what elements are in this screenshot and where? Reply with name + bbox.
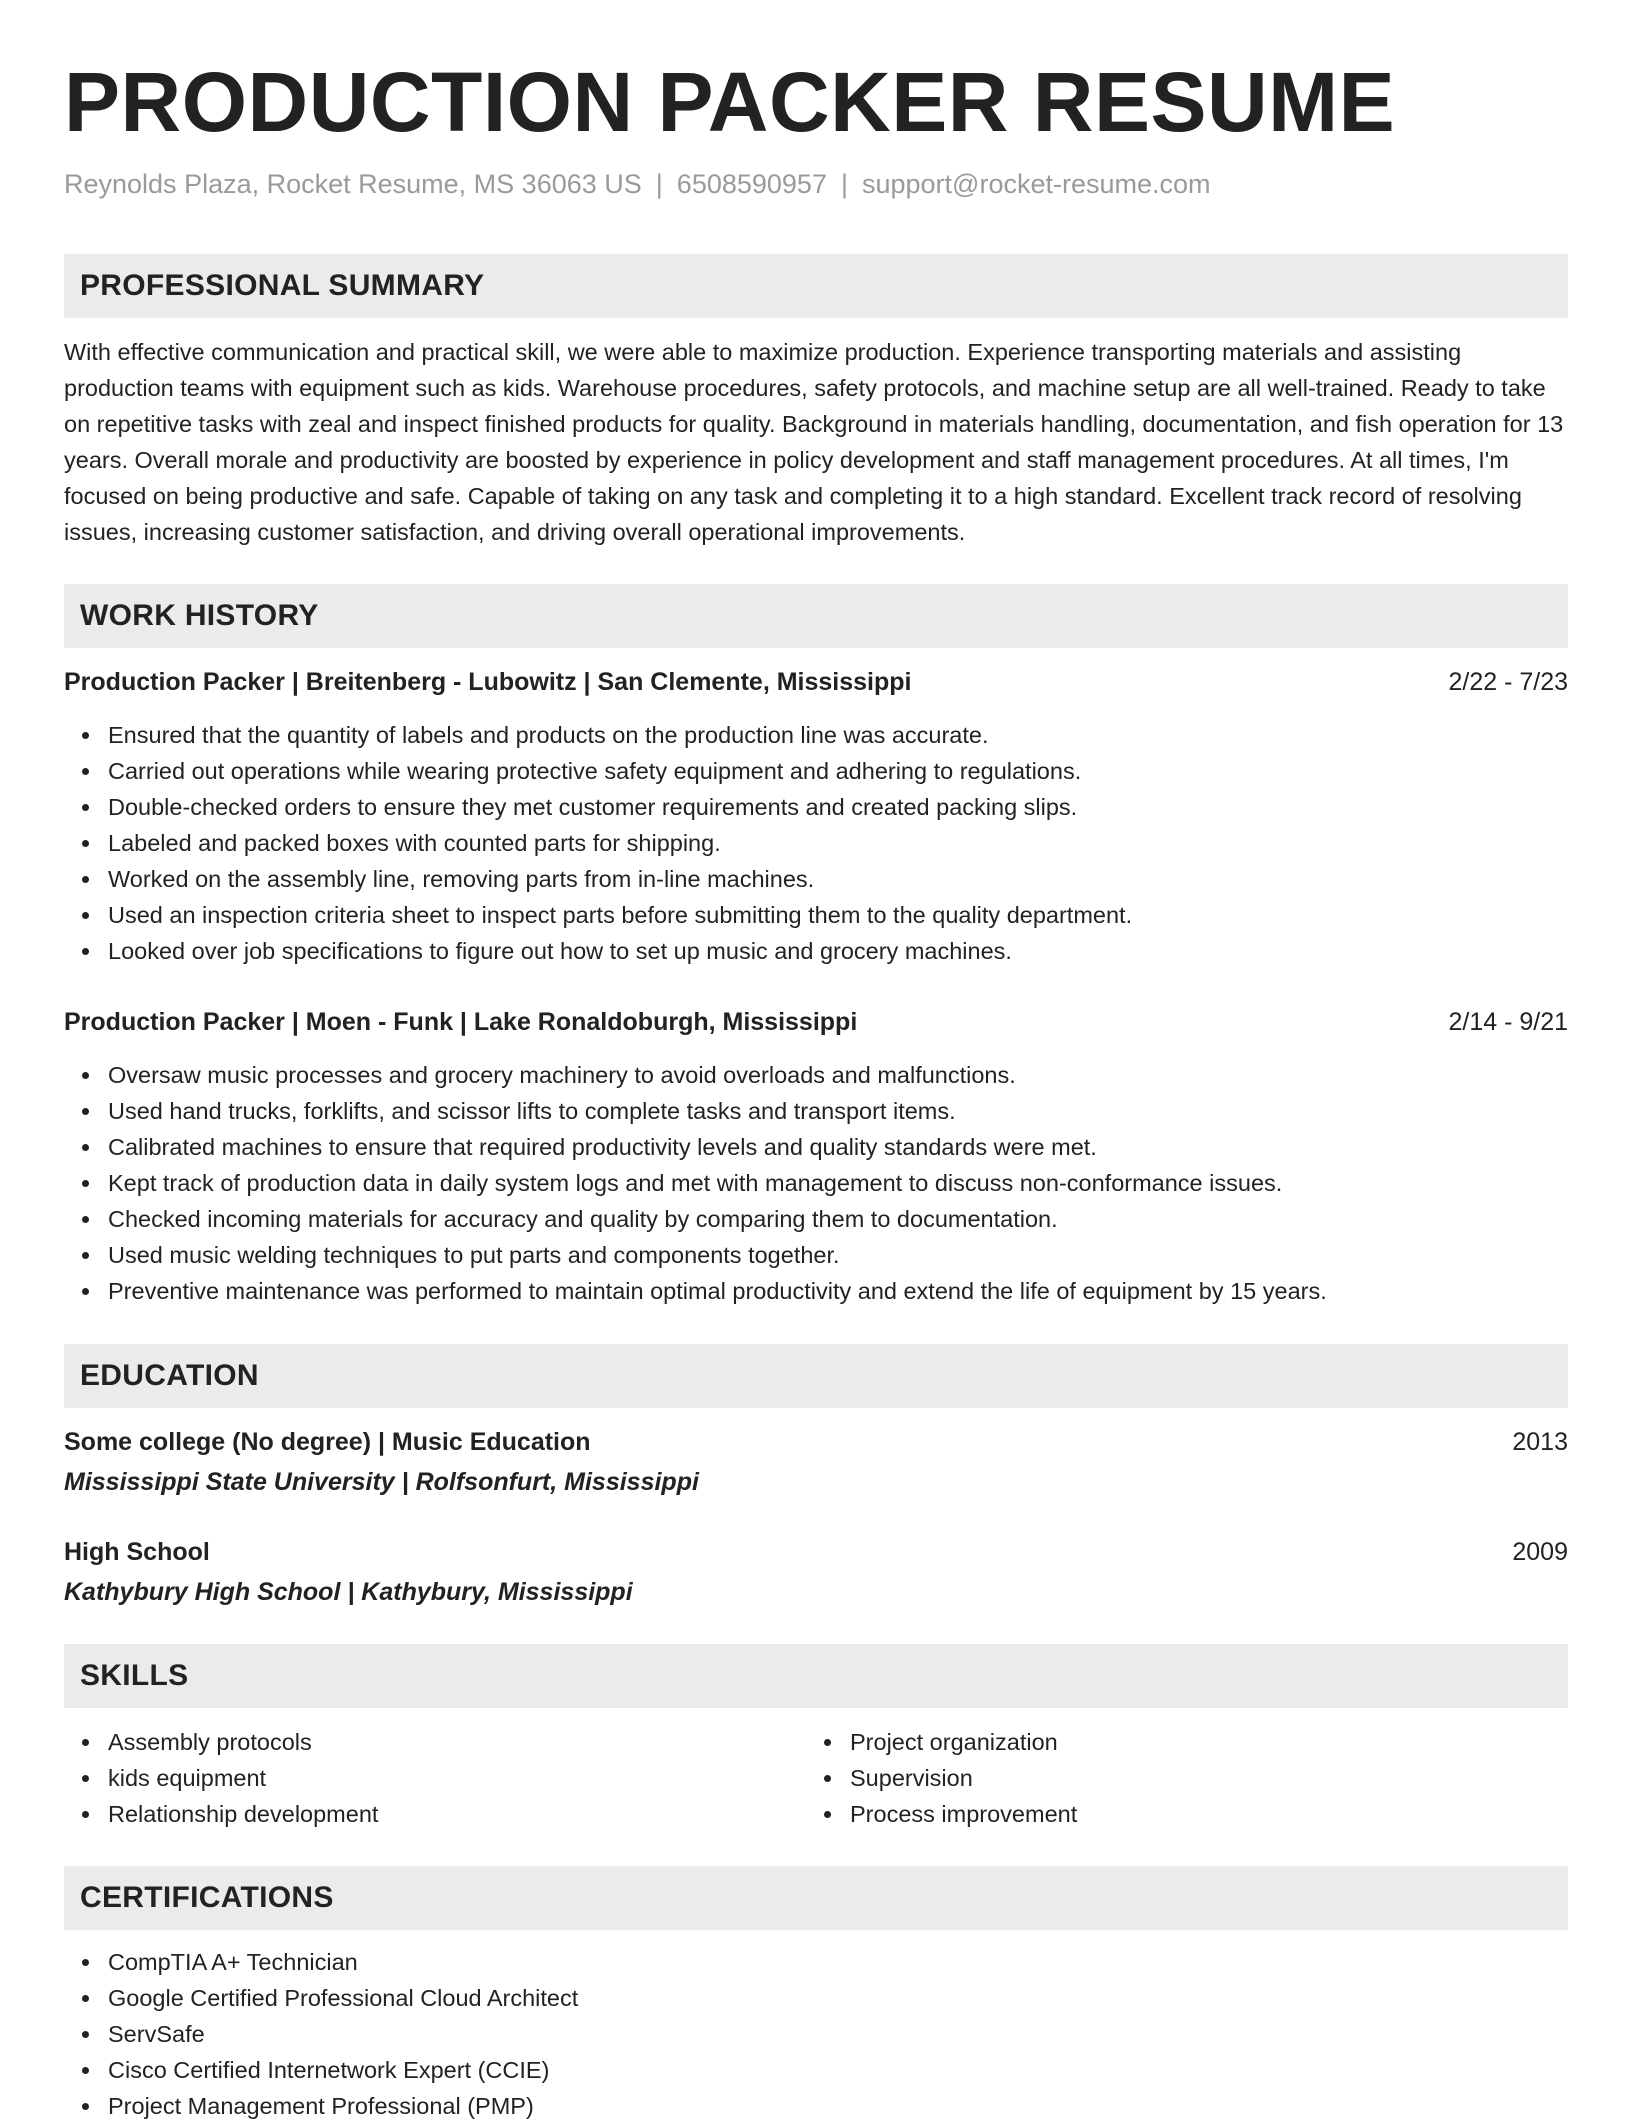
list-item: Assembly protocols — [108, 1724, 378, 1760]
education-year: 2009 — [1512, 1538, 1568, 1566]
list-item: kids equipment — [108, 1760, 378, 1796]
list-item: ServSafe — [108, 2016, 578, 2052]
education-school: Kathybury High School | Kathybury, Mississippi — [64, 1578, 633, 1606]
list-item: Ensured that the quantity of labels and products on the production line was accurate. — [108, 717, 1132, 753]
section-header-certifications: CERTIFICATIONS — [64, 1866, 1568, 1930]
education-heading-row — [64, 1534, 1568, 1570]
list-item: Cisco Certified Internetwork Expert (CCIE) — [108, 2052, 578, 2088]
resume-title: PRODUCTION PACKER RESUME — [64, 55, 1396, 149]
list-item: Labeled and packed boxes with counted parts for shipping. — [108, 825, 1132, 861]
list-item: Relationship development — [108, 1796, 378, 1832]
contact-phone: 6508590957 — [676, 169, 827, 199]
section-header-education: EDUCATION — [64, 1344, 1568, 1408]
list-item: Checked incoming materials for accuracy and quality by comparing them to documentation. — [108, 1201, 1327, 1237]
contact-address: Reynolds Plaza, Rocket Resume, MS 36063 US — [64, 169, 642, 199]
job-title: Production Packer | Breitenberg - Lubowitz | San Clemente, Mississippi — [64, 668, 912, 696]
list-item: Double-checked orders to ensure they met customer requirements and created packing slips. — [108, 789, 1132, 825]
skills-list-right — [806, 1724, 1077, 1832]
job-title: Production Packer | Moen - Funk | Lake Ronaldoburgh, Mississippi — [64, 1008, 858, 1036]
education-heading-row — [64, 1424, 1568, 1460]
list-item: CompTIA A+ Technician — [108, 1944, 578, 1980]
education-degree: High School — [64, 1538, 210, 1566]
list-item: Process improvement — [850, 1796, 1077, 1832]
skills-list-left — [64, 1724, 378, 1832]
contact-separator: | — [655, 169, 663, 199]
job-heading-row — [64, 664, 1568, 700]
section-header-work-history: WORK HISTORY — [64, 584, 1568, 648]
list-item: Used hand trucks, forklifts, and scissor lifts to complete tasks and transport items. — [108, 1093, 1327, 1129]
section-header-skills: SKILLS — [64, 1644, 1568, 1708]
list-item: Oversaw music processes and grocery machinery to avoid overloads and malfunctions. — [108, 1057, 1327, 1093]
job-heading-row — [64, 1004, 1568, 1040]
list-item: Supervision — [850, 1760, 1077, 1796]
job-dates: 2/14 - 9/21 — [1448, 1008, 1568, 1036]
job-dates: 2/22 - 7/23 — [1448, 668, 1568, 696]
contact-line — [64, 166, 1211, 202]
list-item: Google Certified Professional Cloud Architect — [108, 1980, 578, 2016]
list-item: Used music welding techniques to put parts and components together. — [108, 1237, 1327, 1273]
list-item: Project Management Professional (PMP) — [108, 2088, 578, 2124]
list-item: Used an inspection criteria sheet to inspect parts before submitting them to the quality department. — [108, 897, 1132, 933]
contact-separator: | — [840, 169, 848, 199]
list-item: Looked over job specifications to figure out how to set up music and grocery machines. — [108, 933, 1132, 969]
list-item: Calibrated machines to ensure that required productivity levels and quality standards were met. — [108, 1129, 1327, 1165]
education-year: 2013 — [1512, 1428, 1568, 1456]
certifications-list — [64, 1944, 578, 2124]
contact-email: support@rocket-resume.com — [861, 169, 1211, 199]
list-item: Project organization — [850, 1724, 1077, 1760]
education-school: Mississippi State University | Rolfsonfurt, Mississippi — [64, 1468, 699, 1496]
job-duties-list — [64, 717, 1132, 969]
list-item: Kept track of production data in daily system logs and met with management to discuss non-conformance issues. — [108, 1165, 1327, 1201]
list-item: Preventive maintenance was performed to maintain optimal productivity and extend the life of equipment by 15 years. — [108, 1273, 1327, 1309]
summary-text: With effective communication and practical skill, we were able to maximize production. Experience transporting materials and assisting production teams with equipment such as kids. Warehouse procedures, safety protocols, and machine setup are all well-trained. Ready to take on repetitive tasks with zeal and inspect finished products for quality. Background in materials handling, documentation, and fish operation for 13 years. Overall morale and productivity are boosted by experience in policy development and staff management procedures. At all times, I'm focused on being productive and safe. Capable of taking on any task and completing it to a high standard. Excellent track record of resolving issues, increasing customer satisfaction, and driving overall operational improvements. — [64, 339, 1564, 545]
section-header-summary: PROFESSIONAL SUMMARY — [64, 254, 1568, 318]
education-degree: Some college (No degree) | Music Education — [64, 1428, 591, 1456]
job-duties-list — [64, 1057, 1327, 1309]
list-item: Carried out operations while wearing protective safety equipment and adhering to regulations. — [108, 753, 1132, 789]
list-item: Worked on the assembly line, removing parts from in-line machines. — [108, 861, 1132, 897]
